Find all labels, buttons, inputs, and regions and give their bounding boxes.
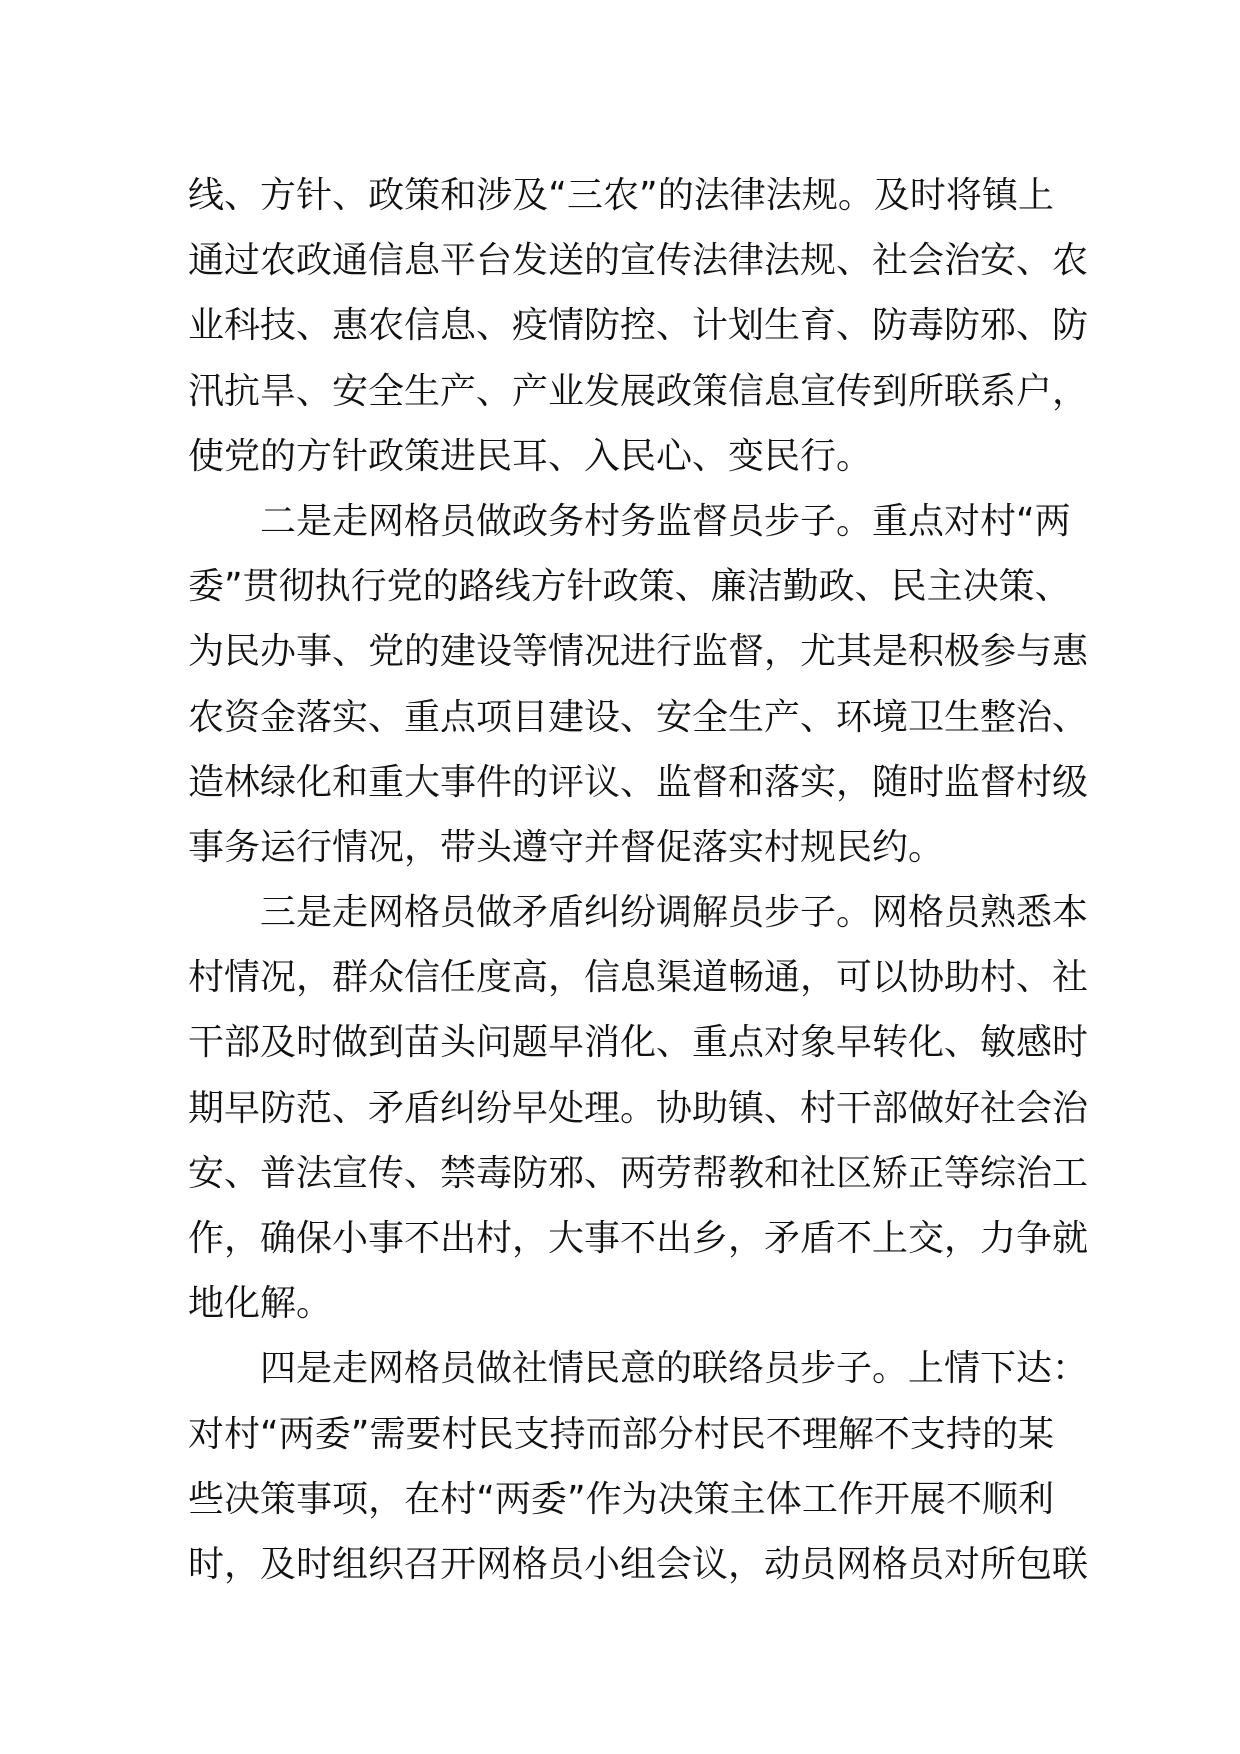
paragraph-3-first-line: 三是走网格员做矛盾纠纷调解员步子。网格员熟悉本 [260,892,1089,934]
paragraph-2-first-line: 二是走网格员做政务村务监督员步子。重点对村“两 [260,500,1071,542]
text-line: 委”贯彻执行党的路线方针政策、廉洁勤政、民主决策、 [188,566,1071,608]
text-line: 些决策事项，在村“两委”作为决策主体工作开展不顺利 [188,1478,1054,1520]
text-line: 通过农政通信息平台发送的宣传法律法规、社会治安、农 [188,240,1089,282]
text-line: 安、普法宣传、禁毒防邪、两劳帮教和社区矫正等综治工 [188,1152,1089,1194]
paragraph-4-first-line: 四是走网格员做社情民意的联络员步子。上情下达： [260,1348,1089,1390]
text-line: 使党的方针政策进民耳、入民心、变民行。 [188,435,873,477]
text-line: 农资金落实、重点项目建设、安全生产、环境卫生整治、 [188,696,1089,738]
text-line: 对村“两委”需要村民支持而部分村民不理解不支持的某 [188,1413,1054,1455]
text-line: 作，确保小事不出村，大事不出乡，矛盾不上交，力争就 [188,1218,1089,1259]
body-text [188,163,1089,1597]
text-line: 汛抗旱、安全生产、产业发展政策信息宣传到所联系户， [188,370,1089,412]
text-line: 线、方针、政策和涉及“三农”的法律法规。及时将镇上 [188,175,1054,216]
text-line: 为民办事、党的建设等情况进行监督，尤其是积极参与惠 [188,631,1089,673]
text-line: 事务运行情况，带头遵守并督促落实村规民约。 [188,826,945,868]
text-line: 村情况，群众信任度高，信息渠道畅通，可以协助村、社 [188,957,1089,999]
text-line: 业科技、惠农信息、疫情防控、计划生育、防毒防邪、防 [188,305,1089,347]
text-line: 干部及时做到苗头问题早消化、重点对象早转化、敏感时 [188,1022,1089,1064]
text-line: 造林绿化和重大事件的评议、监督和落实，随时监督村级 [188,761,1089,803]
text-line: 期早防范、矛盾纠纷早处理。协助镇、村干部做好社会治 [188,1087,1089,1129]
text-line: 时，及时组织召开网格员小组会议，动员网格员对所包联 [188,1543,1089,1585]
text-line: 地化解。 [188,1283,333,1325]
